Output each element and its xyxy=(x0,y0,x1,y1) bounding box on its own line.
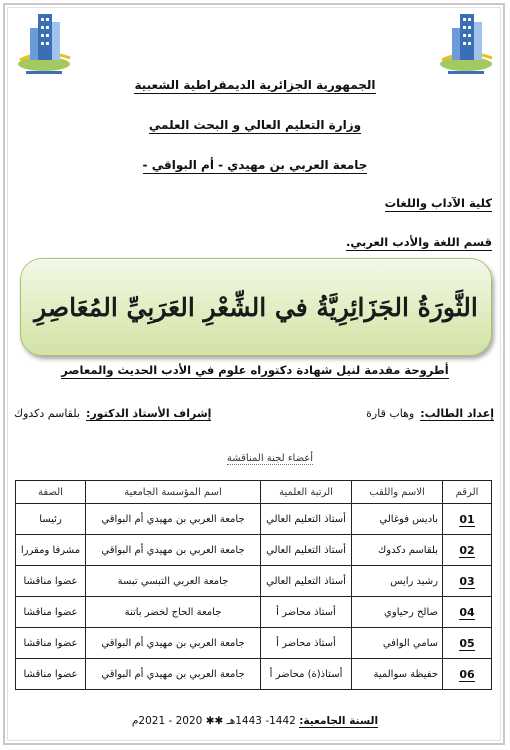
university-heading: جامعة العربي بن مهيدي - أم البواقي - xyxy=(142,158,368,172)
committee-label: أعضاء لجنة المناقشة xyxy=(226,453,313,464)
table-row: 01 باديس فوغالي أستاذ التعليم العالي جامعة العربي بن مهيدي أم البواقي رئيسا xyxy=(16,504,492,535)
table-row: 06 حفيظة سوالمية أستاذ(ة) محاضر أ جامعة العربي بن مهيدي أم البواقي عضوا مناقشا xyxy=(16,659,492,690)
student-line xyxy=(366,407,494,420)
col-name-header: الاسم واللقب xyxy=(352,481,443,504)
academic-year-value: 1442- 1443هـ ✱✱ 2020 - 2021م xyxy=(131,715,296,727)
supervisor-line xyxy=(14,407,211,420)
academic-year xyxy=(0,715,510,727)
student-name: وهاب قارة xyxy=(366,407,415,420)
university-logo-icon xyxy=(12,8,76,78)
table-row: 05 سامي الوافي أستاذ محاضر أ جامعة العربي بن مهيدي أم البواقي عضوا مناقشا xyxy=(16,628,492,659)
table-row: 03 رشيد رايس أستاذ التعليم العالي جامعة العربي التبسي تبسة عضوا مناقشا xyxy=(16,566,492,597)
col-number-header: الرقم xyxy=(443,481,492,504)
republic-heading: الجمهورية الجزائرية الديمقراطية الشعبية xyxy=(134,78,376,92)
table-row: 02 بلقاسم دكدوك أستاذ التعليم العالي جامعة العربي بن مهيدي أم البواقي مشرفا ومقررا xyxy=(16,535,492,566)
academic-year-label: السنة الجامعية: xyxy=(299,715,379,727)
jury-table xyxy=(15,480,492,690)
thesis-title: الثَّورَةُ الجَزَائِرِيَّةُ في الشِّعْرِ العَرَبِيِّ المُعَاصِرِ xyxy=(34,292,478,322)
thesis-statement: أطروحة مقدمة لنيل شهادة دكتوراه علوم في الأدب الحديث والمعاصر xyxy=(61,363,449,377)
student-label: إعداد الطالب: xyxy=(420,407,494,420)
table-row: 04 صالح رحياوي أستاذ محاضر أ جامعة الحاج لخضر باتنة عضوا مناقشا xyxy=(16,597,492,628)
col-institution-header: اسم المؤسسة الجامعية xyxy=(86,481,261,504)
ministry-heading: وزارة التعليم العالي و البحث العلمي xyxy=(148,118,362,132)
col-role-header: الصفة xyxy=(16,481,86,504)
supervisor-name: بلقاسم دكدوك xyxy=(14,407,80,420)
department-label: قسم اللغة والأدب العربي. xyxy=(345,235,492,249)
faculty-label: كلية الآداب واللغات xyxy=(384,196,492,210)
table-header-row xyxy=(16,481,492,504)
university-logo-icon xyxy=(434,8,498,78)
supervisor-label: إشراف الأستاذ الدكتور: xyxy=(85,407,212,420)
col-rank-header: الرتبة العلمية xyxy=(261,481,352,504)
title-banner xyxy=(20,258,492,356)
